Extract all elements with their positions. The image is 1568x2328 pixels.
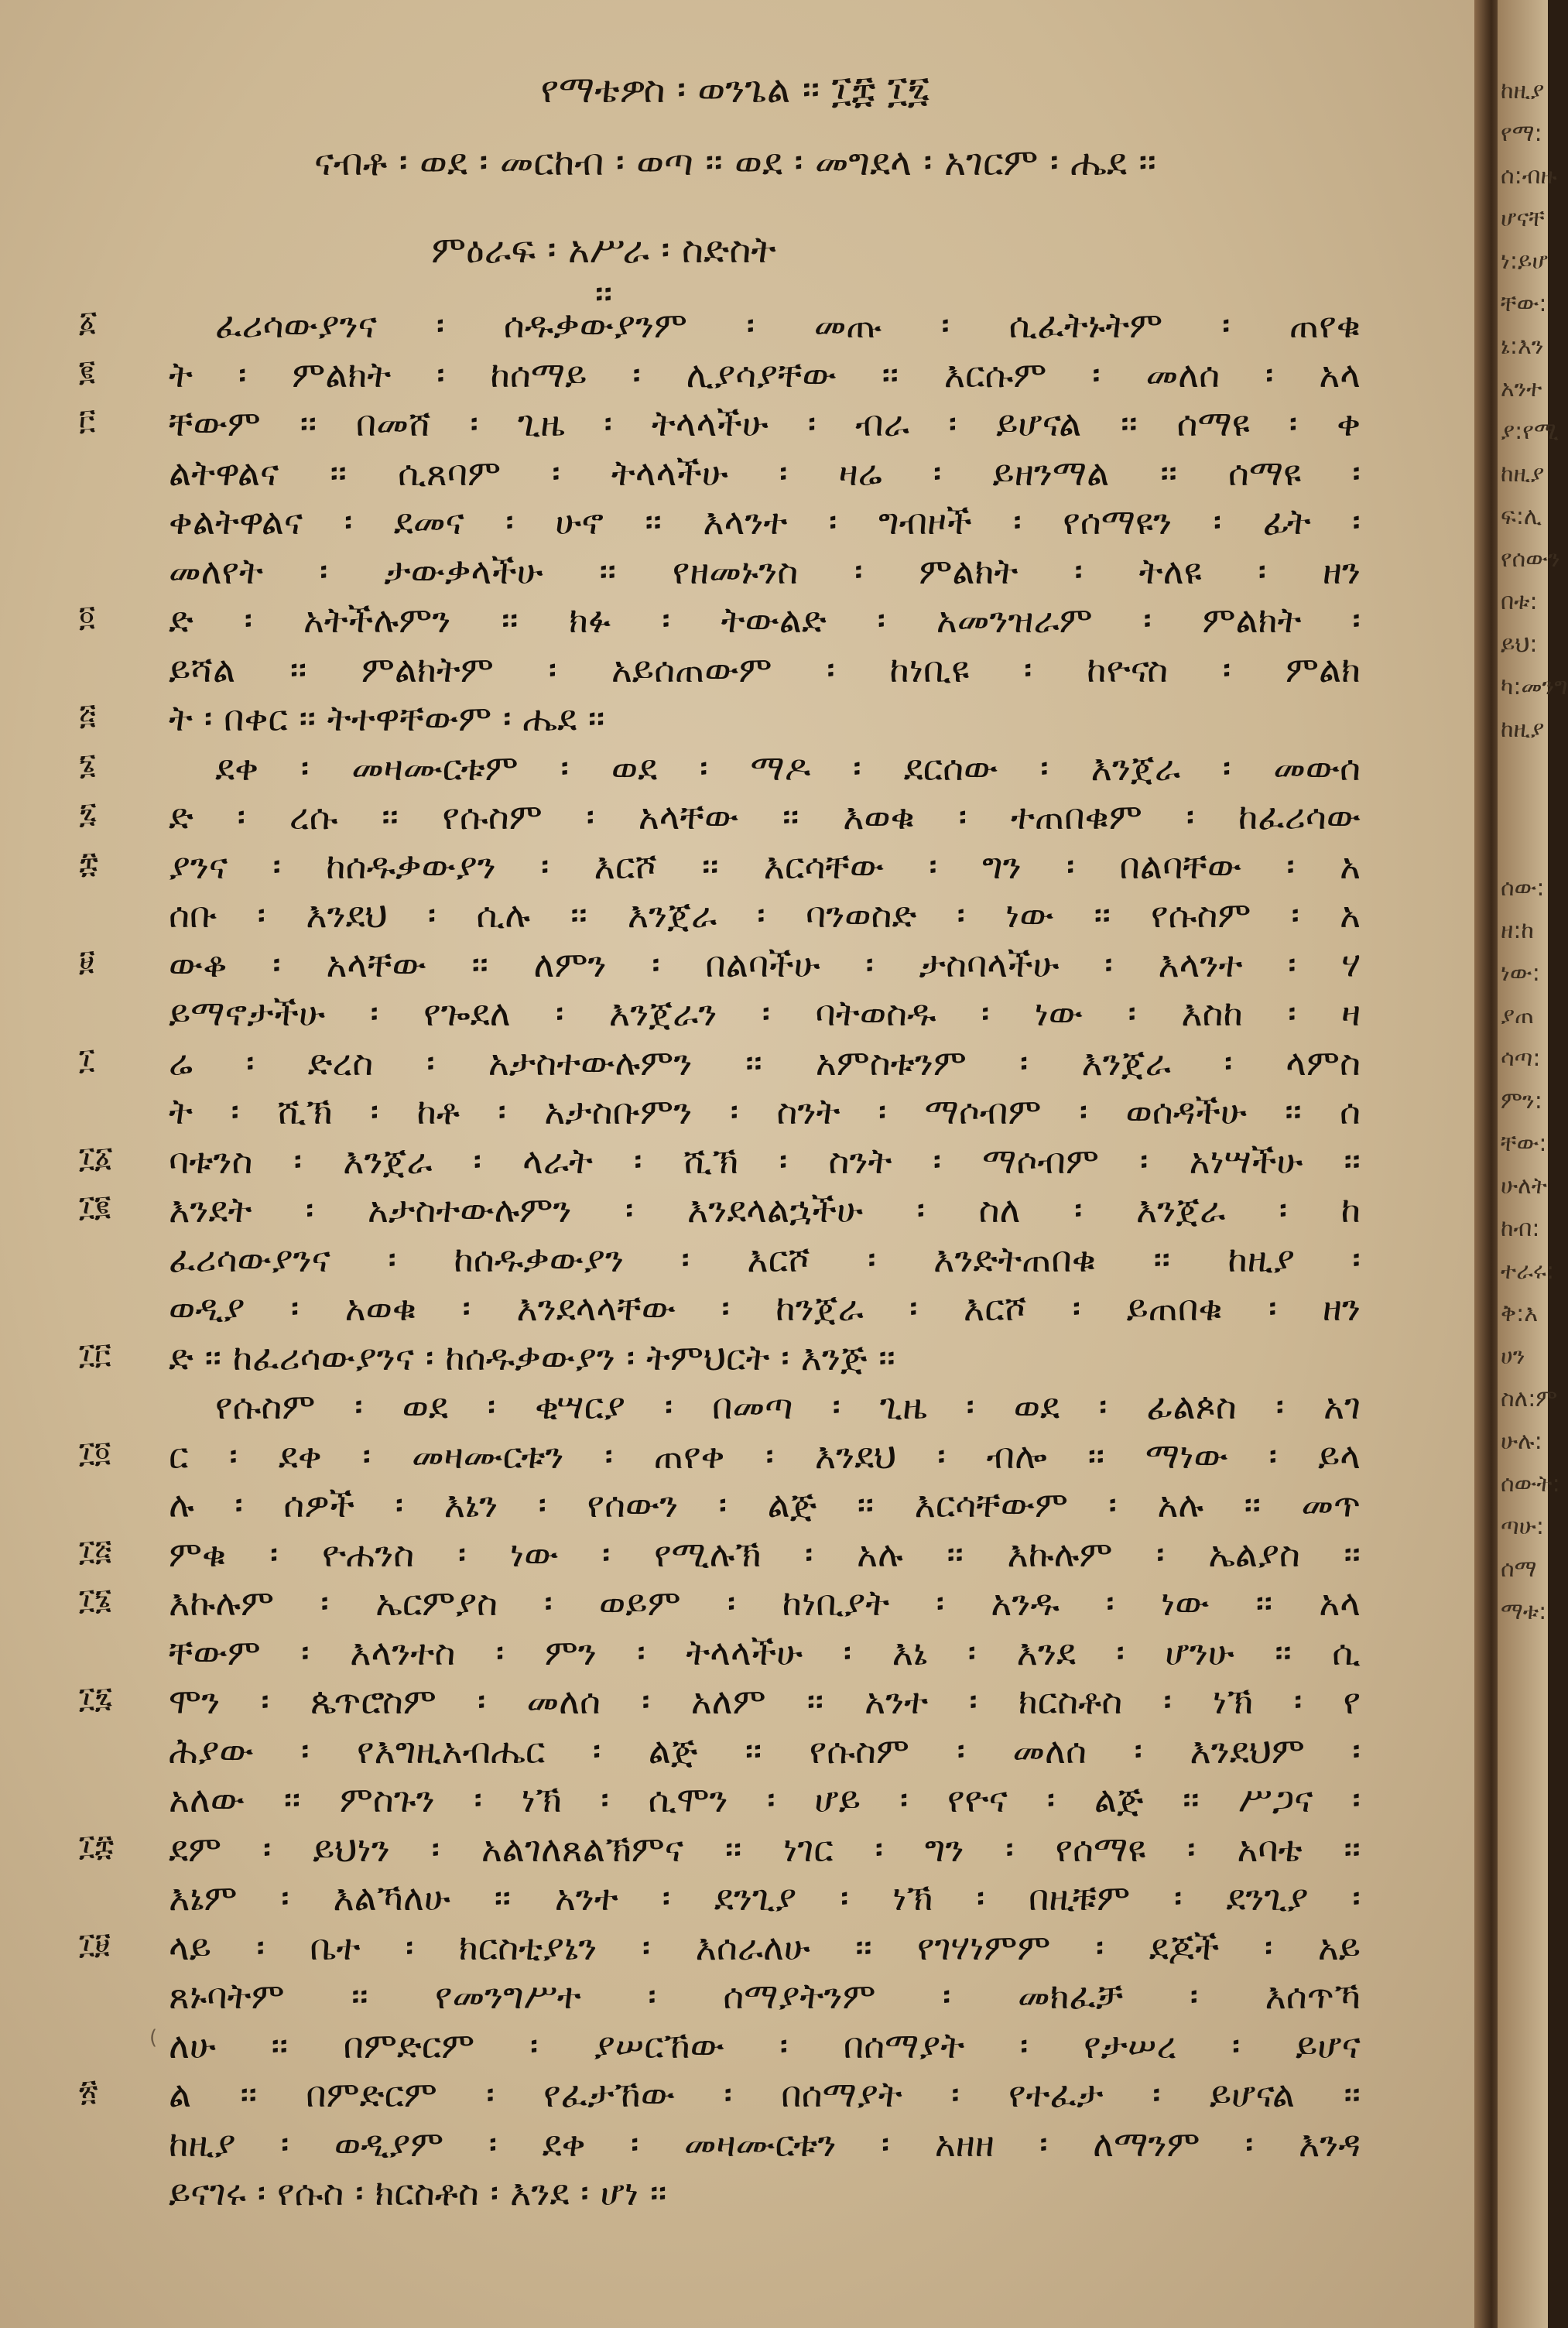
text-line — [0, 1674, 1470, 1728]
text-line — [0, 1822, 1470, 1876]
facing-page-fragment: ሳጣ: — [1501, 1045, 1541, 1072]
verse-text: ከዚያ ፡ ወዲያም ፡ ደቀ ፡ መዛሙርቱን ፡ አዘዘ ፡ ለማንም ፡ እንዳ — [169, 2122, 1361, 2165]
text-line — [0, 642, 1470, 697]
verse-number: ፬ — [79, 599, 96, 633]
facing-page-fragment: ጣሁ: — [1501, 1513, 1544, 1540]
verse-text: ውቆ ፡ አላቸው ፡፡ ለምን ፡ በልባችሁ ፡ ታስባላችሁ ፡ እላንተ ፡ ሃ — [169, 943, 1361, 985]
verse-text: ሉ ፡ ሰዎች ፡ እኔን ፡ የሰውን ፡ ልጅ ፡፡ እርሳቸውም ፡ አሉ ፡፡ መጥ — [169, 1484, 1361, 1525]
facing-page-fragment: ከዚያ — [1501, 460, 1545, 488]
text-line — [0, 1429, 1470, 1483]
verse-text: ር ፡ ደቀ ፡ መዛሙርቱን ፡ ጠየቀ ፡ እንደህ ፡ ብሎ ፡፡ ማነው ፡ ይላ — [169, 1434, 1361, 1477]
section-title: ናብቶ ፡ ወደ ፡ መርከብ ፡ ወጣ ፡፡ ወደ ፡ መግደላ ፡ አገርም ፡ ሔደ ፡፡ — [314, 141, 1156, 184]
text-line — [0, 1625, 1470, 1679]
verse-number: ፫ — [79, 402, 96, 436]
verse-number: ፲፯ — [79, 1680, 113, 1714]
facing-page-fragment: ቅ:እ — [1501, 1300, 1539, 1327]
verse-text: ላይ ፡ ቤተ ፡ ክርስቲያኔን ፡ እሰራለሁ ፡፡ የገሃነምም ፡ ደጆች ፡ አይ — [169, 1926, 1361, 1968]
text-line — [0, 1281, 1470, 1335]
verse-text: ይሻል ፡፡ ምልክትም ፡ አይሰጠውም ፡ ከነቢዩ ፡ ከዮናስ ፡ ምልክ — [169, 648, 1361, 690]
text-line — [0, 1379, 1470, 1433]
verse-text: ት ፡ ሺኽ ፡ ከቶ ፡ አታስቡምን ፡ ስንት ፡ ማሶብም ፡ ወሰዳችሁ ፡፡ ሰ — [169, 1090, 1361, 1132]
verse-number: ፲፫ — [79, 1336, 111, 1371]
facing-page-fragment: ዘ:ከ — [1501, 917, 1534, 944]
facing-page-fragment: የሰውን — [1501, 546, 1560, 573]
verse-text: ት ፡ ምልክት ፡ ከሰማይ ፡ ሊያሳያቸው ፡፡ እርሱም ፡ መለሰ ፡ አላ — [169, 353, 1361, 395]
facing-page-edge — [1498, 0, 1568, 2328]
text-line — [0, 1920, 1470, 1974]
facing-page-fragment: ማቱ: — [1501, 1598, 1547, 1625]
text-line — [0, 298, 1470, 352]
verse-text: ድ ፡፡ ከፈሪሳውያንና ፡ ከሰዱቃውያን ፡ ትምህርት ፡ እንጅ ፡፡ — [169, 1336, 895, 1378]
verse-text: ቀልትዋልና ፡ ደመና ፡ ሁኖ ፡፡ እላንተ ፡ ግብዞች ፡ የሰማዩን ፡ ፊት ፡ — [169, 501, 1361, 543]
facing-page-fragment: ምን: — [1501, 1087, 1542, 1114]
verse-text: ቸውም ፡፡ በመሸ ፡ ጊዜ ፡ ትላላችሁ ፡ ብራ ፡ ይሆናል ፡፡ ሰማዩ ፡ ቀ — [169, 402, 1361, 444]
text-line — [0, 888, 1470, 942]
text-line — [0, 1134, 1470, 1188]
verse-text: ለሁ ፡፡ በምድርም ፡ ያሠርኸው ፡ በሰማያት ፡ የታሠረ ፡ ይሆና — [169, 2024, 1361, 2066]
verse-text: ሰቡ ፡ እንደህ ፡ ሲሉ ፡፡ እንጀራ ፡ ባንወስድ ፡ ነው ፡፡ የሱስም ፡ አ — [169, 894, 1361, 936]
verse-number: ፲፮ — [79, 1582, 112, 1616]
text-line — [0, 1772, 1470, 1826]
text-line — [0, 691, 1470, 745]
verse-text: ሬ ፡ ድረስ ፡ አታስተውሉምን ፡፡ አምስቱንም ፡ እንጀራ ፡ ላምስ — [169, 1041, 1361, 1084]
verse-text: ጸኑባትም ፡፡ የመንግሥተ ፡ ሰማያትንም ፡ መክፈቻ ፡ እሰጥኻ — [169, 1975, 1361, 2017]
facing-page-fragment: ቸው: — [1501, 290, 1547, 317]
text-line — [0, 741, 1470, 795]
text-line — [0, 1527, 1470, 1581]
facing-page-fragment: ኔ:እን — [1501, 333, 1544, 360]
verse-text: ት ፡ በቀር ፡፡ ትተዋቸውም ፡ ሔደ ፡፡ — [169, 697, 605, 739]
verse-text: ል ፡፡ በምድርም ፡ የፈታኸው ፡ በሰማያት ፡ የተፈታ ፡ ይሆናል ፡፡ — [169, 2073, 1361, 2115]
text-line — [0, 2067, 1470, 2121]
verse-number: ፮ — [79, 746, 97, 781]
text-line — [0, 986, 1470, 1040]
text-line — [0, 2117, 1470, 2171]
verse-text: ድ ፡ ረሱ ፡፡ የሱስም ፡ አላቸው ፡፡ እወቁ ፡ ተጠበቁም ፡ ከፈሪሳው — [169, 796, 1361, 837]
facing-page-fragment: በቱ: — [1501, 588, 1538, 615]
text-line — [0, 1969, 1470, 2023]
verse-number: ፭ — [79, 697, 96, 731]
facing-page-fragment: ነ:ይሆ — [1501, 248, 1548, 275]
verse-text: እኔም ፡ እልኻለሁ ፡፡ አንተ ፡ ደንጊያ ፡ ነኽ ፡ በዚቹም ፡ ደንጊያ ፡ — [169, 1877, 1361, 1919]
facing-page-fragment: ይህ: — [1501, 631, 1538, 658]
verse-text: የሱስም ፡ ወደ ፡ ቂሣርያ ፡ በመጣ ፡ ጊዜ ፡ ወደ ፡ ፊልጶስ ፡ አገ — [215, 1385, 1361, 1427]
verse-text: ምቁ ፡ ዮሐንስ ፡ ነው ፡ የሚሉኽ ፡ አሉ ፡፡ እኩሉም ፡ ኤልያስ ፡፡ — [169, 1532, 1361, 1575]
verse-text: ሕያው ፡ የእግዚአብሔር ፡ ልጅ ፡፡ የሱስም ፡ መለሰ ፡ እንደህም ፡ — [169, 1729, 1361, 1772]
facing-page-fragment: አንተ — [1501, 375, 1542, 402]
verse-number: ፲ — [79, 1041, 95, 1076]
verse-text: ያንና ፡ ከሰዱቃውያን ፡ እርሾ ፡፡ እርሳቸው ፡ ግን ፡ በልባቸው ፡ አ — [169, 844, 1361, 887]
margin-mark: ( — [149, 2026, 158, 2049]
verse-text: ፈሪሳውያንና ፡ ከሰዱቃውያን ፡ እርሾ ፡ እንድትጠበቁ ፡፡ ከዚያ ፡ — [169, 1238, 1361, 1280]
facing-page-fragment: ሰውት: — [1501, 1470, 1560, 1498]
verse-number: ፪ — [79, 353, 95, 388]
verse-text: ደም ፡ ይህነን ፡ አልገለጸልኽምና ፡፡ ነገር ፡ ግን ፡ የሰማዩ ፡ አባቴ ፡፡ — [169, 1827, 1361, 1870]
text-line — [0, 789, 1470, 844]
text-line — [0, 2165, 1470, 2220]
facing-page-fragment: ሰማ — [1501, 1556, 1537, 1583]
chapter-label: ምዕራፍ ፡ አሥራ ፡ ስድስት ፡፡ — [431, 228, 776, 316]
text-line — [0, 839, 1470, 893]
text-line — [0, 347, 1470, 402]
facing-page-fragment: ነው: — [1501, 960, 1540, 987]
facing-page-fragment: ተራሩ: — [1501, 1258, 1555, 1285]
verse-text: ደቀ ፡ መዛሙርቱም ፡ ወደ ፡ ማዶ ፡ ደርሰው ፡ እንጀራ ፡ መውሰ — [215, 746, 1361, 789]
facing-page-fragment: ያ:የሚ — [1501, 418, 1559, 445]
verse-text: እኩሉም ፡ ኤርምያስ ፡ ወይም ፡ ከነቢያት ፡ አንዱ ፡ ነው ፡፡ አላ — [169, 1582, 1361, 1624]
verse-text: ሞን ፡ ጴጥሮስም ፡ መለሰ ፡ አለም ፡፡ አንተ ፡ ክርስቶስ ፡ ነኽ ፡ የ — [169, 1680, 1361, 1722]
facing-page-fragment: ሀን — [1501, 1343, 1525, 1370]
facing-page-fragment: ፍ:ሊ — [1501, 503, 1542, 530]
verse-number: ፲፰ — [79, 1827, 115, 1862]
facing-page-fragment: ቸው: — [1501, 1130, 1547, 1157]
text-line — [0, 1871, 1470, 1925]
verse-number: ፯ — [79, 796, 98, 830]
verse-number: ፲፪ — [79, 1189, 111, 1223]
verse-number: ፩ — [79, 304, 98, 338]
text-line — [0, 1036, 1470, 1090]
text-line — [0, 1084, 1470, 1138]
text-line — [0, 544, 1470, 598]
verse-number: ፱ — [79, 943, 95, 977]
text-line — [0, 937, 1470, 991]
facing-page-fragment: ሰ:ብዙ — [1501, 163, 1557, 190]
text-line — [0, 1477, 1470, 1532]
text-line — [0, 1232, 1470, 1286]
verse-text: ልትዋልና ፡፡ ሲጸባም ፡ ትላላችሁ ፡ ዛሬ ፡ ይዘንማል ፡፡ ሰማዩ ፡ — [169, 451, 1361, 494]
facing-page-fragment: ሁለት — [1501, 1173, 1547, 1200]
verse-text: መለየት ፡ ታውቃላችሁ ፡፡ የዘመኑንስ ፡ ምልክት ፡ ትለዩ ፡ ዘን — [169, 549, 1361, 592]
facing-page-fragment: ከዚያ — [1501, 716, 1545, 743]
facing-page-fragment: ስለ:ም — [1501, 1385, 1558, 1412]
text-line — [0, 593, 1470, 647]
facing-page-fragment: የማ: — [1501, 120, 1542, 147]
text-line — [0, 446, 1470, 500]
facing-page-fragment: ሆናቸ — [1501, 205, 1545, 232]
text-line — [0, 1330, 1470, 1385]
text-line — [0, 1183, 1470, 1237]
verse-number: ፲፬ — [79, 1434, 111, 1469]
text-line — [0, 1576, 1470, 1630]
verse-text: ፈሪሳውያንና ፡ ሰዱቃውያንም ፡ መጡ ፡ ሲፈትኑትም ፡ ጠየቁ — [215, 304, 1361, 346]
verse-number: ፲፭ — [79, 1532, 111, 1567]
facing-page-fragment: ከዚያ — [1501, 77, 1545, 104]
verse-text: ይማኖታችሁ ፡ የጐደለ ፡ እንጀራን ፡ ባትወስዱ ፡ ነው ፡ እስከ ፡ ዛ — [169, 992, 1361, 1034]
text-line — [0, 1724, 1470, 1778]
text-line — [0, 396, 1470, 450]
facing-page-fragment: ካ:መንግ — [1501, 673, 1568, 700]
verse-text: ቸውም ፡ እላንተስ ፡ ምን ፡ ትላላችሁ ፡ እኔ ፡ እንደ ፡ ሆንሁ ፡፡ ሲ — [169, 1631, 1361, 1673]
facing-page-fragment: ሁሉ: — [1501, 1428, 1542, 1455]
facing-page-fragment: ያጠ — [1501, 1002, 1535, 1029]
text-line — [0, 495, 1470, 549]
verse-number: ፳ — [79, 2073, 98, 2107]
verse-text: አለው ፡፡ ምስጉን ፡ ነኽ ፡ ሲሞን ፡ ሆይ ፡ የዮና ፡ ልጅ ፡፡ ሥጋና ፡ — [169, 1779, 1361, 1820]
facing-page-fragment: ከብ: — [1501, 1215, 1540, 1242]
verse-number: ፰ — [79, 844, 98, 879]
verse-text: ይናገሩ ፡ የሱስ ፡ ክርስቶስ ፡ እንደ ፡ ሆነ ፡፡ — [169, 2172, 667, 2213]
running-head: የማቴዎስ ፡ ወንጌል ፡፡ ፲፰ ፲፯ — [540, 68, 930, 111]
verse-number: ፲፱ — [79, 1926, 111, 1960]
facing-page-fragment: ሰው: — [1501, 875, 1545, 902]
verse-number: ፲፩ — [79, 1139, 113, 1174]
verse-text: ባቱንስ ፡ እንጀራ ፡ ላራት ፡ ሺኽ ፡ ስንት ፡ ማሶብም ፡ አነሣችሁ ፡፡ — [169, 1139, 1361, 1182]
verse-text: ድ ፡ አትችሉምን ፡፡ ክፉ ፡ ትውልድ ፡ አመንዝራም ፡ ምልክት ፡ — [169, 599, 1361, 641]
text-line — [0, 2018, 1470, 2073]
verse-text: እንደት ፡ አታስተውሉምን ፡ እንደላልኋችሁ ፡ ስለ ፡ እንጀራ ፡ ከ — [169, 1189, 1361, 1231]
verse-text: ወዲያ ፡ አወቁ ፡ እንደላላቸው ፡ ከንጀራ ፡ እርሾ ፡ ይጠበቁ ፡ ዘን — [169, 1287, 1361, 1329]
